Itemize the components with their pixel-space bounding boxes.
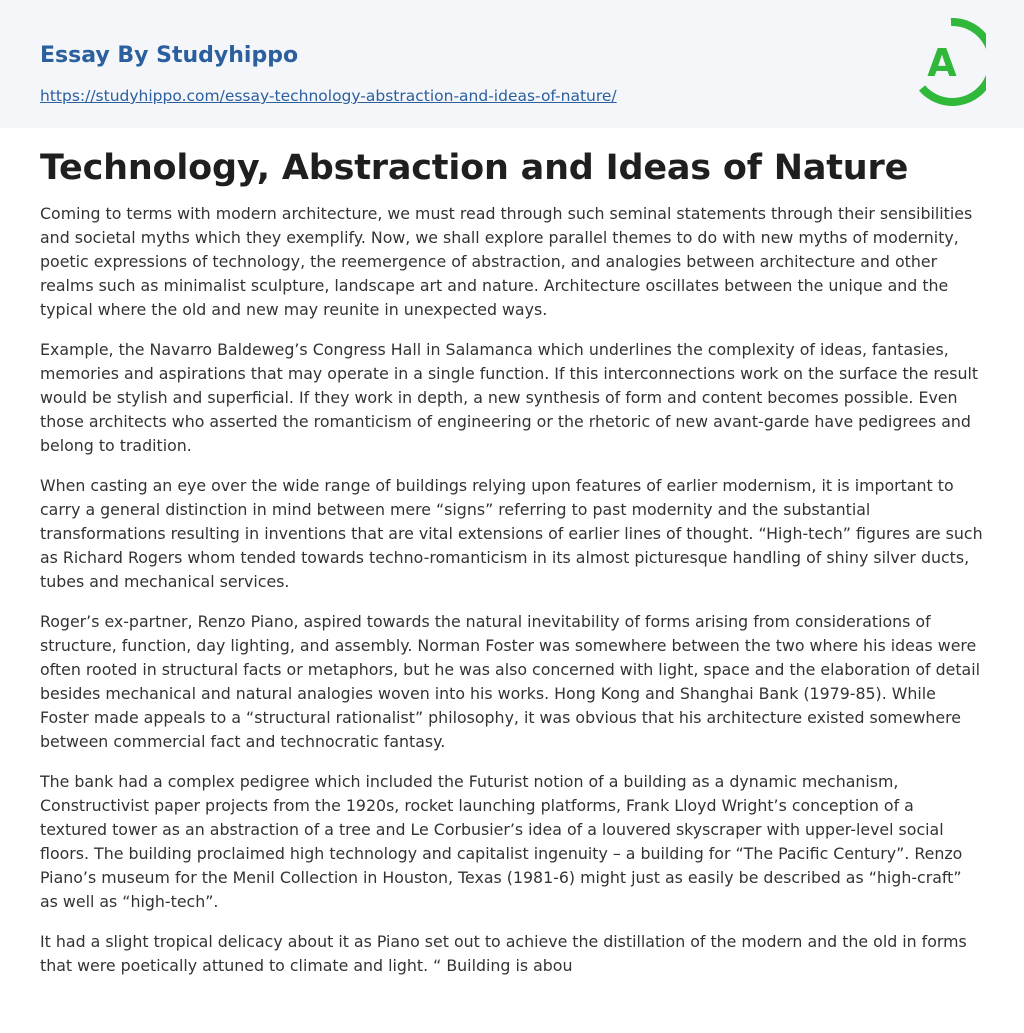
paragraph: When casting an eye over the wide range of buildings relying upon features of earlier modernism, it is important to carry a general distinction in mind between mere “signs” referring to past modernity and the substantial transformations resulting in inventions that are vital extensions of earlier lines of thought. “High-tech” figures are such as Richard Rogers whom tended towards techno-romanticism in its almost picturesque handling of shiny silver ducts, tubes and mechanical services. [40, 476, 983, 591]
paragraph: It had a slight tropical delicacy about it as Piano set out to achieve the distillation of the modern and the old in forms that were poetically attuned to climate and light. “ Building is abou [40, 932, 967, 975]
site-header [0, 0, 1024, 128]
paragraph: Example, the Navarro Baldeweg’s Congress Hall in Salamanca which underlines the complexity of ideas, fantasies, memories and aspirations that may operate in a single function. If this interconnections work on the surface the result would be stylish and superficial. If they work in depth, a new synthesis of form and content becomes possible. Even those architects who asserted the romanticism of engineering or the rhetoric of new avant-garde have pedigrees and belong to tradition. [40, 340, 979, 455]
logo-letter: A [927, 41, 957, 85]
studyhippo-logo-icon[interactable] [916, 18, 986, 106]
paragraph: Coming to terms with modern architecture, we must read through such seminal statements through their sensibilities and societal myths which they exemplify. Now, we shall explore parallel themes to do with new myths of modernity, poetic expressions of technology, the reemergence of abstraction, and analogies between architecture and other realms such as minimalist sculpture, landscape art and nature. Architecture oscillates between the unique and the typical where the old and new may reunite in unexpected ways. [40, 204, 973, 319]
site-brand[interactable]: Essay By Studyhippo [40, 43, 299, 68]
article-title: Technology, Abstraction and Ideas of Nature [40, 148, 909, 188]
paragraph: The bank had a complex pedigree which included the Futurist notion of a building as a dynamic mechanism, Constructivist paper projects from the 1920s, rocket launching platforms, Frank Lloyd Wright’s conception of a textured tower as an abstraction of a tree and Le Corbusier’s idea of a louvered skyscraper with upper-level social floors. The building proclaimed high technology and capitalist ingenuity – a building for “The Pacific Century”. Renzo Piano’s museum for the Menil Collection in Houston, Texas (1981-6) might just as easily be described as “high-craft” as well as “high-tech”. [40, 772, 963, 911]
article [0, 128, 1024, 978]
essay-url-link[interactable]: https://studyhippo.com/essay-technology-abstraction-and-ideas-of-nature/ [40, 87, 617, 105]
paragraph: Roger’s ex-partner, Renzo Piano, aspired towards the natural inevitability of forms arising from considerations of structure, function, day lighting, and assembly. Norman Foster was somewhere between the two where his ideas were often rooted in structural facts or metaphors, but he was also concerned with light, space and the elaboration of detail besides mechanical and natural analogies woven into his works. Hong Kong and Shanghai Bank (1979-85). While Foster made appeals to a “structural rationalist” philosophy, it was obvious that his architecture existed somewhere between commercial fact and technocratic fantasy. [40, 612, 980, 751]
